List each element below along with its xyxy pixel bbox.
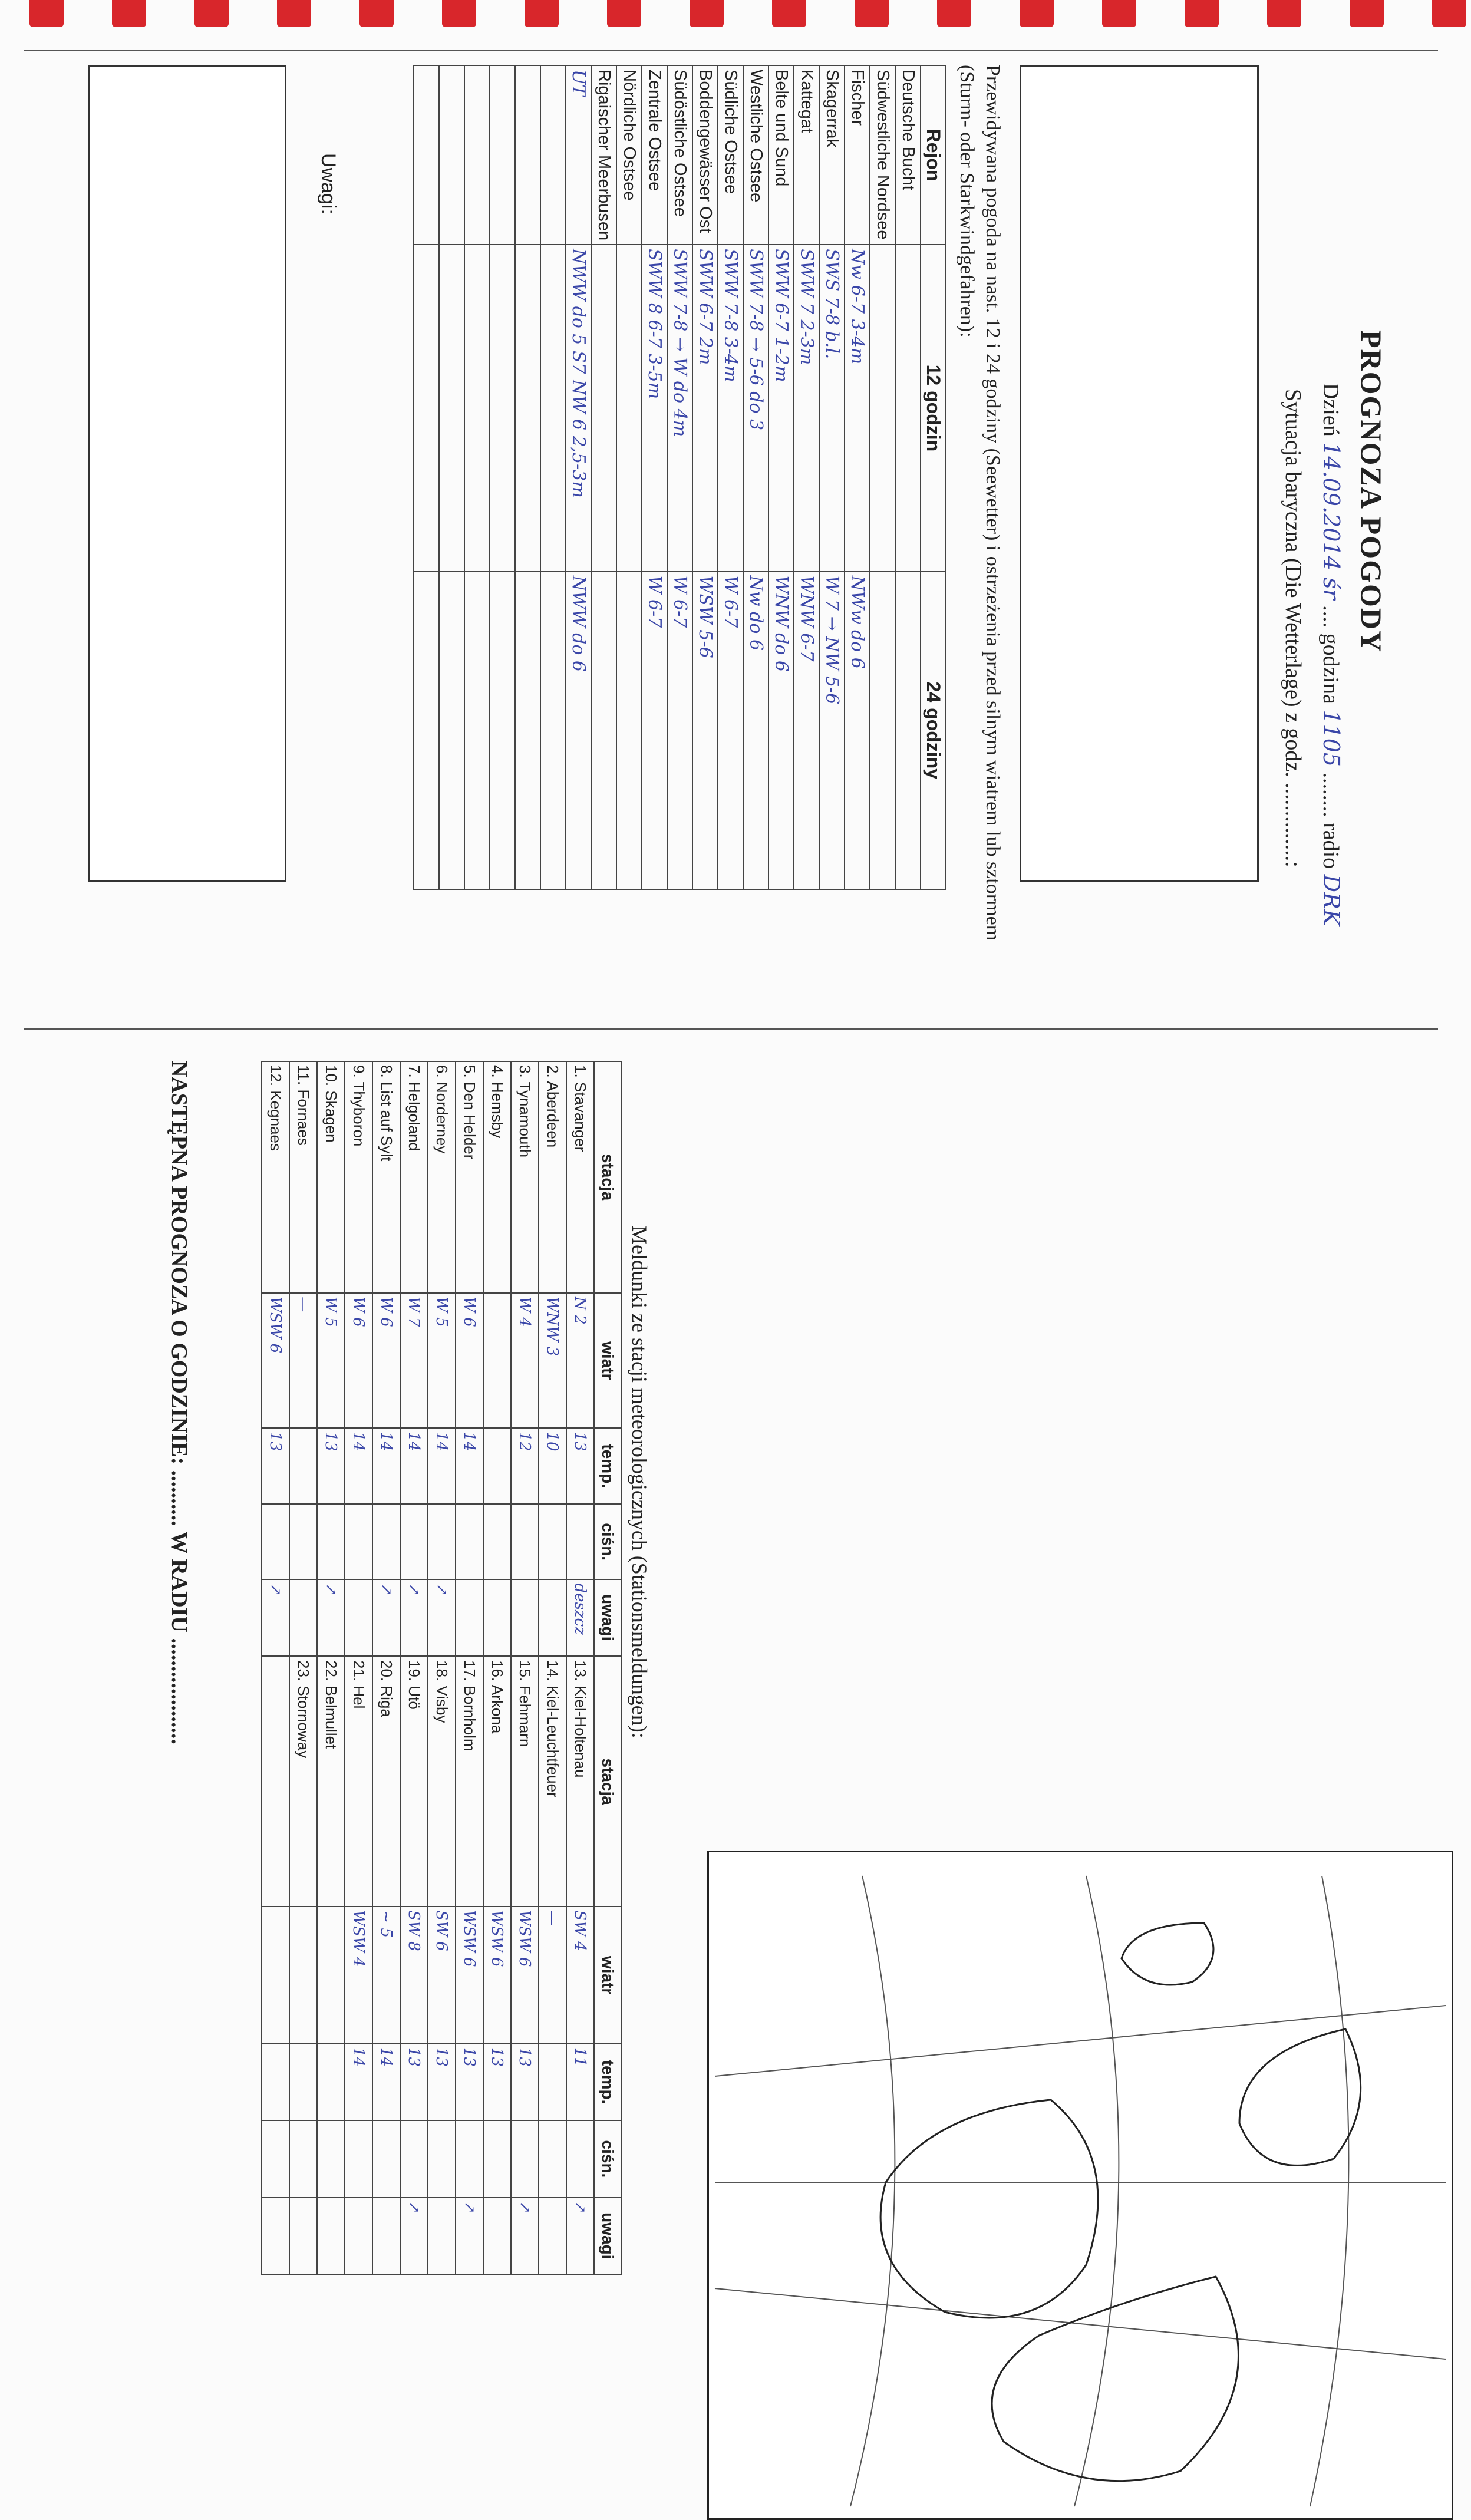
forecast-row: [642, 65, 667, 889]
station-row: [428, 1061, 456, 1655]
station-row: [317, 1061, 345, 1655]
station-row: [456, 1657, 483, 2274]
wind-cell[interactable]: W 6: [456, 1293, 483, 1428]
station-row: [400, 1061, 428, 1655]
wind-cell[interactable]: WSW 6: [456, 1907, 483, 2044]
station-name-cell[interactable]: 7. Helgoland: [400, 1061, 428, 1293]
pressure-cell[interactable]: [345, 1504, 372, 1580]
page-divider-top: [24, 50, 1438, 51]
time-value[interactable]: 1105: [1318, 710, 1344, 767]
station-name-cell[interactable]: 6. Norderney: [428, 1061, 456, 1293]
station-row: [345, 1061, 372, 1655]
station-table-left: [261, 1061, 622, 1656]
forecast-24h-cell[interactable]: WNW 6-7: [794, 572, 819, 889]
forecast-table: [413, 65, 946, 890]
notes-cell[interactable]: deszcz: [566, 1579, 594, 1655]
notes-cell[interactable]: [428, 2198, 456, 2274]
forecast-12h-cell[interactable]: [490, 245, 515, 572]
station-row: [372, 1061, 400, 1655]
temp-cell[interactable]: 13: [483, 2044, 511, 2120]
temp-cell[interactable]: 14: [428, 1428, 456, 1504]
wind-cell[interactable]: W 5: [317, 1293, 345, 1428]
temp-cell[interactable]: 13: [511, 2044, 539, 2120]
station-row: [566, 1061, 594, 1655]
header-temp: temp.: [594, 1428, 622, 1504]
notes-cell[interactable]: [539, 1579, 566, 1655]
header-station: stacja: [594, 1061, 622, 1293]
station-row: [400, 1657, 428, 2274]
station-name-cell[interactable]: 8. List auf Sylt: [372, 1061, 400, 1293]
wind-cell[interactable]: WNW 3: [539, 1293, 566, 1428]
temp-cell[interactable]: 11: [566, 2044, 594, 2120]
station-name-cell[interactable]: 15. Fehmarn: [511, 1657, 539, 1907]
forecast-24h-cell[interactable]: [895, 572, 921, 889]
wind-cell[interactable]: SW 8: [400, 1907, 428, 2044]
forecast-row: [692, 65, 718, 889]
forecast-24h-cell[interactable]: WSW 5-6: [692, 572, 718, 889]
forecast-row: [895, 65, 921, 889]
region-cell[interactable]: [439, 65, 464, 245]
forecast-row: [591, 65, 616, 889]
page-title: PROGNOZA POGODY: [1355, 330, 1388, 654]
wind-cell[interactable]: W 4: [511, 1293, 539, 1428]
temp-cell[interactable]: 13: [456, 2044, 483, 2120]
forecast-row: [819, 65, 845, 889]
notes-cell[interactable]: [262, 2198, 289, 2274]
pressure-cell[interactable]: [345, 2120, 372, 2197]
temp-cell[interactable]: 13: [317, 1428, 345, 1504]
forecast-12h-cell[interactable]: SWW 6-7 2m: [692, 245, 718, 572]
notes-cell[interactable]: [317, 2198, 345, 2274]
temp-cell[interactable]: [262, 2044, 289, 2120]
forecast-row: [566, 65, 591, 889]
forecast-row: [414, 65, 439, 889]
station-row: [317, 1657, 345, 2274]
notes-cell[interactable]: [289, 1579, 317, 1655]
station-row: [262, 1061, 289, 1655]
map-outline: [709, 1852, 1452, 2518]
baric-situation-label: Sytuacja baryczna (Die Wetterlage) z godz. ..............:: [1281, 389, 1305, 868]
notes-cell[interactable]: [483, 1579, 511, 1655]
wind-cell[interactable]: ~ 5: [372, 1907, 400, 2044]
station-name-cell[interactable]: [262, 1657, 289, 1907]
temp-cell[interactable]: [539, 2044, 566, 2120]
pressure-cell[interactable]: [511, 1504, 539, 1580]
date-line: Dzień 14.09.2014 śr .... godzina 1105 ........ radio DRK: [1318, 383, 1344, 926]
forecast-24h-cell[interactable]: [591, 572, 616, 889]
forecast-12h-cell[interactable]: [591, 245, 616, 572]
forecast-12h-cell[interactable]: [439, 245, 464, 572]
station-row: [456, 1061, 483, 1655]
forecast-24h-cell[interactable]: W 6-7: [718, 572, 743, 889]
wind-cell[interactable]: [289, 1907, 317, 2044]
pressure-cell[interactable]: [428, 1504, 456, 1580]
pressure-cell[interactable]: [566, 2120, 594, 2197]
wind-cell[interactable]: W 6: [372, 1293, 400, 1428]
temp-cell[interactable]: 12: [511, 1428, 539, 1504]
pressure-cell[interactable]: [400, 1504, 428, 1580]
forecast-12h-cell[interactable]: [464, 245, 490, 572]
notes-cell[interactable]: ↗: [317, 1579, 345, 1655]
pressure-cell[interactable]: [372, 1504, 400, 1580]
station-name-cell[interactable]: 12. Kegnaes: [262, 1061, 289, 1293]
station-name-cell[interactable]: 23. Stornoway: [289, 1657, 317, 1907]
region-cell[interactable]: Fischer: [845, 65, 870, 245]
temp-cell[interactable]: 13: [262, 1428, 289, 1504]
forecast-row: [490, 65, 515, 889]
station-row: [566, 1657, 594, 2274]
forecast-12h-cell[interactable]: SWW 7-8 → W do 4m: [667, 245, 692, 572]
forecast-12h-cell[interactable]: SWW 6-7 1-2m: [769, 245, 794, 572]
baric-situation-box[interactable]: [1020, 65, 1259, 882]
station-name-cell[interactable]: 10. Skagen: [317, 1061, 345, 1293]
wind-cell[interactable]: WSW 6: [483, 1907, 511, 2044]
forecast-intro: Przewidywana pogoda na nast. 12 i 24 godziny (Seewetter) i ostrzeżenia przed silnym wiatrem lub sztormem (Sturm- oder Starkwindgefahren):: [956, 65, 1004, 941]
region-cell[interactable]: Westliche Ostsee: [743, 65, 769, 245]
notes-cell[interactable]: ↗: [400, 2198, 428, 2274]
region-cell[interactable]: Zentrale Ostsee: [642, 65, 667, 245]
header-temp: temp.: [594, 2044, 622, 2120]
forecast-12h-cell[interactable]: Nw 6-7 3-4m: [845, 245, 870, 572]
station-row: [345, 1657, 372, 2274]
station-name-cell[interactable]: 18. Visby: [428, 1657, 456, 1907]
forecast-row: [870, 65, 895, 889]
notes-cell[interactable]: ↗: [400, 1579, 428, 1655]
region-cell[interactable]: [515, 65, 540, 245]
wind-cell[interactable]: [317, 1907, 345, 2044]
region-cell[interactable]: Belte und Sund: [769, 65, 794, 245]
forecast-24h-cell[interactable]: [540, 572, 566, 889]
forecast-12h-cell[interactable]: SWW 7-8 3-4m: [718, 245, 743, 572]
header-pressure: ciśn.: [594, 2120, 622, 2197]
station-name-cell[interactable]: 21. Hel: [345, 1657, 372, 1907]
region-cell[interactable]: UT: [566, 65, 591, 245]
station-name-cell[interactable]: 5. Den Helder: [456, 1061, 483, 1293]
wind-cell[interactable]: WSW 6: [511, 1907, 539, 2044]
station-row: [539, 1657, 566, 2274]
forecast-row: [540, 65, 566, 889]
temp-cell[interactable]: [289, 1428, 317, 1504]
pressure-cell[interactable]: [483, 1504, 511, 1580]
pressure-cell[interactable]: [400, 2120, 428, 2197]
temp-cell[interactable]: [317, 2044, 345, 2120]
wind-cell[interactable]: WSW 4: [345, 1907, 372, 2044]
region-cell[interactable]: Südliche Ostsee: [718, 65, 743, 245]
station-row: [511, 1657, 539, 2274]
header-wind: wiatr: [594, 1293, 622, 1428]
station-name-cell[interactable]: 11. Fornaes: [289, 1061, 317, 1293]
forecast-24h-cell[interactable]: Nw do 6: [743, 572, 769, 889]
station-name-cell[interactable]: 20. Riga: [372, 1657, 400, 1907]
station-name-cell[interactable]: 13. Kiel-Holtenau: [566, 1657, 594, 1907]
pressure-cell[interactable]: [262, 2120, 289, 2197]
map-frame: [707, 1851, 1453, 2520]
header-notes: uwagi: [594, 1579, 622, 1655]
notes-cell[interactable]: [372, 2198, 400, 2274]
station-name-cell[interactable]: 3. Tynamouth: [511, 1061, 539, 1293]
forecast-24h-cell[interactable]: NWW do 6: [566, 572, 591, 889]
notes-cell[interactable]: ↗: [511, 2198, 539, 2274]
wind-cell[interactable]: N 2: [566, 1293, 594, 1428]
region-cell[interactable]: Boddengewässer Ost: [692, 65, 718, 245]
temp-cell[interactable]: 14: [372, 2044, 400, 2120]
forecast-24h-cell[interactable]: [616, 572, 642, 889]
forecast-12h-cell[interactable]: [616, 245, 642, 572]
forecast-12h-cell[interactable]: SWW 7-8 → 5-6 do 3: [743, 245, 769, 572]
forecast-row: [769, 65, 794, 889]
header-station: stacja: [594, 1657, 622, 1907]
temp-cell[interactable]: 13: [428, 2044, 456, 2120]
forecast-24h-cell[interactable]: [490, 572, 515, 889]
radio-value[interactable]: DRK: [1318, 874, 1344, 926]
region-cell[interactable]: Südöstliche Ostsee: [667, 65, 692, 245]
date-value[interactable]: 14.09.2014 śr: [1318, 442, 1344, 600]
notes-cell[interactable]: ↗: [262, 1579, 289, 1655]
forecast-row: [464, 65, 490, 889]
forecast-24h-cell[interactable]: [464, 572, 490, 889]
region-cell[interactable]: Deutsche Bucht: [895, 65, 921, 245]
station-row: [372, 1657, 400, 2274]
forecast-24h-cell[interactable]: [870, 572, 895, 889]
region-cell[interactable]: [464, 65, 490, 245]
wind-cell[interactable]: WSW 6: [262, 1293, 289, 1428]
region-cell[interactable]: Kattegat: [794, 65, 819, 245]
notes-cell[interactable]: [539, 2198, 566, 2274]
wind-cell[interactable]: SW 6: [428, 1907, 456, 2044]
wind-cell[interactable]: W 5: [428, 1293, 456, 1428]
pressure-cell[interactable]: [483, 2120, 511, 2197]
pressure-cell[interactable]: [511, 2120, 539, 2197]
temp-cell[interactable]: [289, 2044, 317, 2120]
forecast-12h-cell[interactable]: SWS 7-8 b.l.: [819, 245, 845, 572]
station-reports-header: Meldunki ze stacji meteorologicznych (Stationsmeldungen):: [628, 1226, 651, 1739]
station-name-cell[interactable]: 16. Arkona: [483, 1657, 511, 1907]
station-name-cell[interactable]: 14. Kiel-Leuchtfeuer: [539, 1657, 566, 1907]
forecast-row: [718, 65, 743, 889]
pressure-cell[interactable]: [289, 2120, 317, 2197]
pressure-cell[interactable]: [428, 2120, 456, 2197]
station-row: [483, 1061, 511, 1655]
wind-cell[interactable]: [483, 1293, 511, 1428]
notes-cell[interactable]: ↗: [428, 1579, 456, 1655]
station-name-cell[interactable]: 2. Aberdeen: [539, 1061, 566, 1293]
station-name-cell[interactable]: 17. Bornholm: [456, 1657, 483, 1907]
temp-cell[interactable]: 10: [539, 1428, 566, 1504]
remarks-label: Uwagi:: [317, 153, 339, 215]
notes-cell[interactable]: [483, 2198, 511, 2274]
header-24h: 24 godziny: [921, 572, 946, 889]
region-cell[interactable]: Skagerrak: [819, 65, 845, 245]
forecast-12h-cell[interactable]: [515, 245, 540, 572]
station-row: [289, 1061, 317, 1655]
header-wind: wiatr: [594, 1907, 622, 2044]
notes-cell[interactable]: [511, 1579, 539, 1655]
forecast-12h-cell[interactable]: [870, 245, 895, 572]
pressure-cell[interactable]: [456, 2120, 483, 2197]
pressure-cell[interactable]: [262, 1504, 289, 1580]
header-notes: uwagi: [594, 2198, 622, 2274]
station-row: [511, 1061, 539, 1655]
forecast-row: [439, 65, 464, 889]
station-name-cell[interactable]: 4. Hemsby: [483, 1061, 511, 1293]
forecast-12h-cell[interactable]: [895, 245, 921, 572]
pressure-cell[interactable]: [456, 1504, 483, 1580]
station-table-right: [261, 1656, 622, 2275]
station-row: [539, 1061, 566, 1655]
wind-cell[interactable]: W 7: [400, 1293, 428, 1428]
station-name-cell[interactable]: 1. Stavanger: [566, 1061, 594, 1293]
forecast-12h-cell[interactable]: [414, 245, 439, 572]
pressure-cell[interactable]: [566, 1504, 594, 1580]
station-name-cell[interactable]: 9. Thyboron: [345, 1061, 372, 1293]
forecast-row: [794, 65, 819, 889]
temp-cell[interactable]: 14: [345, 1428, 372, 1504]
temp-cell[interactable]: 14: [456, 1428, 483, 1504]
forecast-24h-cell[interactable]: W 7 → NW 5-6: [819, 572, 845, 889]
forecast-24h-cell[interactable]: [439, 572, 464, 889]
notes-cell[interactable]: [289, 2198, 317, 2274]
region-cell[interactable]: Rigaischer Meerbusen: [591, 65, 616, 245]
forecast-24h-cell[interactable]: WNW do 6: [769, 572, 794, 889]
temp-cell[interactable]: [483, 1428, 511, 1504]
region-cell[interactable]: [414, 65, 439, 245]
wind-cell[interactable]: —: [289, 1293, 317, 1428]
forecast-24h-cell[interactable]: W 6-7: [667, 572, 692, 889]
forecast-12h-cell[interactable]: [540, 245, 566, 572]
wind-cell[interactable]: SW 4: [566, 1907, 594, 2044]
forecast-24h-cell[interactable]: [515, 572, 540, 889]
station-row: [262, 1657, 289, 2274]
temp-cell[interactable]: 14: [345, 2044, 372, 2120]
forecast-row: [743, 65, 769, 889]
region-cell[interactable]: [540, 65, 566, 245]
station-page: [74, 1049, 1471, 2260]
notes-cell[interactable]: ↗: [372, 1579, 400, 1655]
temp-cell[interactable]: 14: [372, 1428, 400, 1504]
notes-cell[interactable]: ↗: [456, 2198, 483, 2274]
header-pressure: ciśn.: [594, 1504, 622, 1580]
next-forecast-line: NASTĘPNA PROGNOZA O GODZINIE: .......... W RADIU ...................: [167, 1061, 192, 1744]
temp-cell[interactable]: 13: [566, 1428, 594, 1504]
pressure-cell[interactable]: [317, 1504, 345, 1580]
forecast-12h-cell[interactable]: NWW do 5 S7 NW 6 2,5-3m: [566, 245, 591, 572]
forecast-page: [74, 53, 1471, 996]
wind-cell[interactable]: W 6: [345, 1293, 372, 1428]
forecast-12h-cell[interactable]: SWW 7 2-3m: [794, 245, 819, 572]
forecast-24h-cell[interactable]: W 6-7: [642, 572, 667, 889]
region-cell[interactable]: Südwestliche Nordsee: [870, 65, 895, 245]
page-divider-middle: [24, 1028, 1438, 1030]
forecast-row: [515, 65, 540, 889]
station-row: [483, 1657, 511, 2274]
pressure-cell[interactable]: [539, 1504, 566, 1580]
wind-cell[interactable]: [262, 1907, 289, 2044]
notes-cell[interactable]: [345, 1579, 372, 1655]
forecast-24h-cell[interactable]: NWw do 6: [845, 572, 870, 889]
remarks-box[interactable]: [88, 65, 286, 882]
temp-cell[interactable]: 13: [400, 2044, 428, 2120]
forecast-row: [616, 65, 642, 889]
temp-cell[interactable]: 14: [400, 1428, 428, 1504]
forecast-24h-cell[interactable]: [414, 572, 439, 889]
notes-cell[interactable]: ↗: [566, 2198, 594, 2274]
region-cell[interactable]: Nördliche Ostsee: [616, 65, 642, 245]
notes-cell[interactable]: [345, 2198, 372, 2274]
station-name-cell[interactable]: 22. Belmullet: [317, 1657, 345, 1907]
binding-marks: [0, 0, 1471, 35]
pressure-cell[interactable]: [539, 2120, 566, 2197]
notes-cell[interactable]: [456, 1579, 483, 1655]
header-12h: 12 godzin: [921, 245, 946, 572]
pressure-cell[interactable]: [289, 1504, 317, 1580]
pressure-cell[interactable]: [372, 2120, 400, 2197]
forecast-row: [667, 65, 692, 889]
station-row: [428, 1657, 456, 2274]
header-region: Rejon: [921, 65, 946, 245]
station-name-cell[interactable]: 19. Utö: [400, 1657, 428, 1907]
region-cell[interactable]: [490, 65, 515, 245]
station-row: [289, 1657, 317, 2274]
forecast-row: [845, 65, 870, 889]
wind-cell[interactable]: —: [539, 1907, 566, 2044]
pressure-cell[interactable]: [317, 2120, 345, 2197]
forecast-12h-cell[interactable]: SWW 8 6-7 3-5m: [642, 245, 667, 572]
